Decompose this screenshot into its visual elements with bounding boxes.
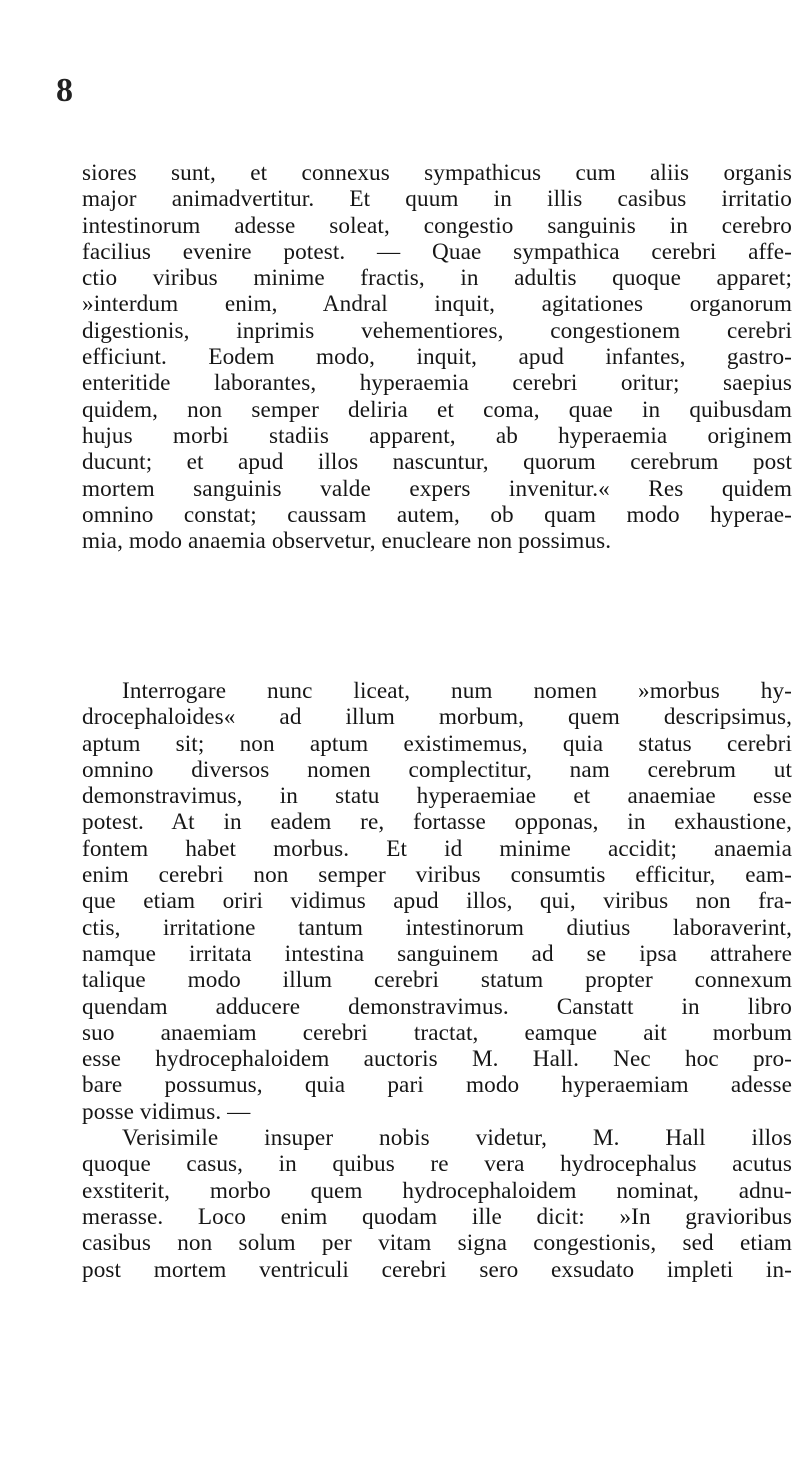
text-line: post mortem ventriculi cerebri sero exsudato impleti in- xyxy=(82,1256,792,1283)
text-line: namque irritata intestina sanguinem ad se ipsa attrahere xyxy=(82,940,792,967)
text-line: facilius evenire potest. — Quae sympathica cerebri affe- xyxy=(82,238,792,265)
text-line: drocephaloides« ad illum morbum, quem descripsimus, xyxy=(82,704,792,731)
text-line: mia, modo anaemia observetur, enucleare non possimus. xyxy=(82,528,612,555)
text-line: enteritide laborantes, hyperaemia cerebri oritur; saepius xyxy=(82,370,792,397)
text-line: omnino constat; caussam autem, ob quam modo hyperae- xyxy=(82,501,792,528)
text-line: siores sunt, et connexus sympathicus cum aliis organis xyxy=(82,160,792,186)
paragraph-1 xyxy=(82,160,792,554)
text-line: ctio viribus minime fractis, in adultis quoque apparet; xyxy=(82,265,792,292)
text-line: que etiam oriri vidimus apud illos, qui, viribus non fra- xyxy=(82,888,792,915)
text-line: quendam adducere demonstravimus. Canstatt in libro xyxy=(82,993,792,1020)
text-line: enim cerebri non semper viribus consumtis efficitur, eam- xyxy=(82,862,792,889)
text-line: efficiunt. Eodem modo, inquit, apud infantes, gastro- xyxy=(82,344,792,371)
text-line: esse hydrocephaloidem auctoris M. Hall. Nec hoc pro- xyxy=(82,1046,792,1073)
text-line: potest. At in eadem re, fortasse opponas, in exhaustione, xyxy=(82,809,792,836)
text-line: exstiterit, morbo quem hydrocephaloidem nominat, adnu- xyxy=(82,1177,792,1204)
text-line: Verisimile insuper nobis videtur, M. Hall illos xyxy=(122,1125,792,1152)
text-line: fontem habet morbus. Et id minime accidit; anaemia xyxy=(82,835,792,862)
text-line: hujus morbi stadiis apparent, ab hyperaemia originem xyxy=(82,422,792,449)
page-number: 8 xyxy=(56,72,73,109)
text-line: major animadvertitur. Et quum in illis casibus irritatio xyxy=(82,186,792,213)
text-line: suo anaemiam cerebri tractat, eamque ait morbum xyxy=(82,1019,792,1046)
text-line: digestionis, inprimis vehementiores, congestionem cerebri xyxy=(82,317,792,344)
text-line: »interdum enim, Andral inquit, agitationes organorum xyxy=(82,291,792,318)
text-line: posse vidimus. — xyxy=(82,1098,251,1125)
text-line: aptum sit; non aptum existimemus, quia status cerebri xyxy=(82,730,792,757)
text-line: ctis, irritatione tantum intestinorum diutius laboraverint, xyxy=(82,914,792,941)
text-line: casibus non solum per vitam signa congestionis, sed etiam xyxy=(82,1230,792,1257)
text-line: demonstravimus, in statu hyperaemiae et anaemiae esse xyxy=(82,783,792,810)
text-line: merasse. Loco enim quodam ille dicit: »In gravioribus xyxy=(82,1203,792,1230)
text-line: bare possumus, quia pari modo hyperaemiam adesse xyxy=(82,1072,792,1099)
text-line: mortem sanguinis valde expers invenitur.« Res quidem xyxy=(82,475,792,502)
text-line: talique modo illum cerebri statum propter connexum xyxy=(82,967,792,994)
text-line: omnino diversos nomen complectitur, nam cerebrum ut xyxy=(82,756,792,783)
text-line: quoque casus, in quibus re vera hydrocephalus acutus xyxy=(82,1151,792,1178)
text-line: Interrogare nunc liceat, num nomen »morbus hy- xyxy=(122,678,792,704)
text-line: ducunt; et apud illos nascuntur, quorum cerebrum post xyxy=(82,449,792,476)
text-line: quidem, non semper deliria et coma, quae in quibusdam xyxy=(82,396,792,423)
paragraph-2 xyxy=(82,678,792,1283)
text-line: intestinorum adesse soleat, congestio sanguinis in cerebro xyxy=(82,212,792,239)
